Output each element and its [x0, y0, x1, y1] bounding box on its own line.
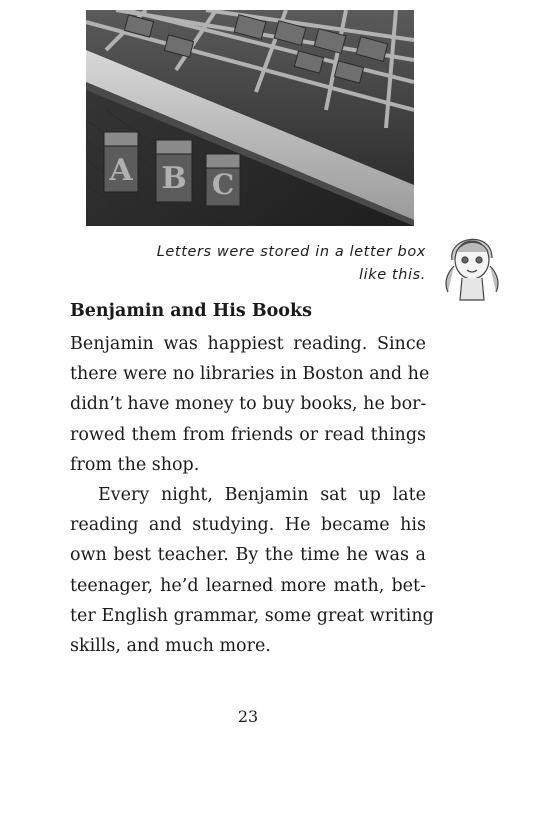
paragraph-line: from the shop.	[70, 454, 200, 475]
paragraph-line: rowed them from friends or read things	[70, 424, 426, 445]
paragraph-line: there were no libraries in Boston and he	[70, 364, 430, 385]
section-heading: Benjamin and His Books	[70, 301, 312, 321]
caption-line-2: like this.	[358, 267, 426, 283]
type-block-a: A	[109, 153, 133, 188]
paragraph-line: Benjamin was happiest reading. Since	[70, 334, 426, 354]
type-block-c: C	[211, 168, 235, 201]
caption-line-1: Letters were stored in a letter box	[156, 244, 426, 260]
paragraph-line: Every night, Benjamin sat up late	[98, 485, 426, 505]
paragraph-line: ter English grammar, some great writing	[70, 605, 434, 626]
paragraph-line: didn’t have money to buy books, he bor-	[70, 394, 427, 415]
paragraph-line: teenager, he’d learned more math, bet-	[70, 575, 426, 596]
paragraph-line: reading and studying. He became his	[70, 515, 426, 536]
letter-box-photo	[86, 10, 414, 226]
paragraph-1	[70, 329, 430, 480]
type-block-b: B	[161, 161, 187, 196]
page-number: 23	[237, 707, 259, 726]
paragraph-line: own best teacher. By the time he was a	[70, 545, 426, 566]
paragraph-2	[70, 480, 434, 661]
photo-caption	[100, 241, 426, 287]
paragraph-line: skills, and much more.	[70, 636, 271, 657]
girl-illustration	[440, 226, 504, 302]
